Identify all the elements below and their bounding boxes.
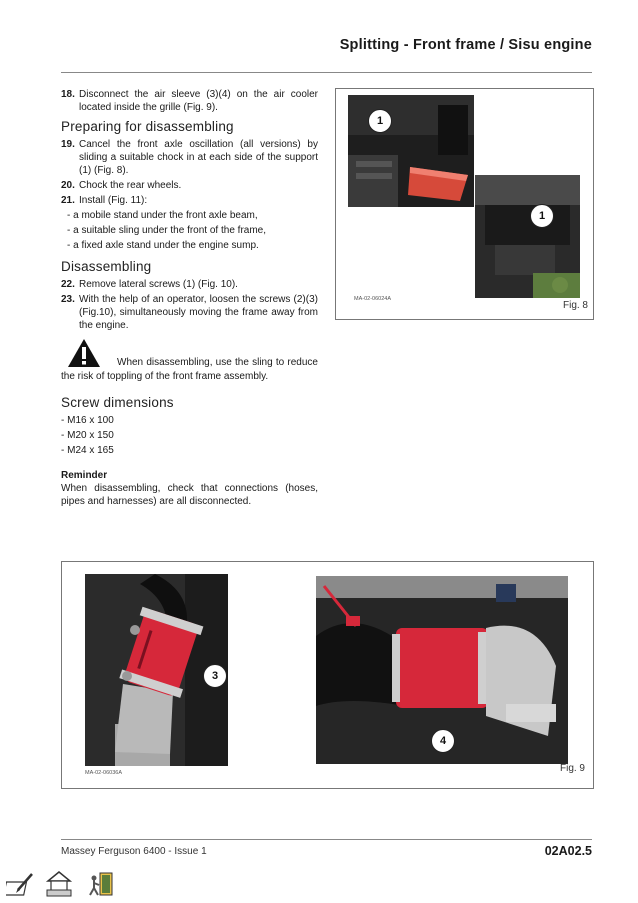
fig9-ref: MA-02-06036A [85,770,122,776]
step-19: 19. Cancel the front axle oscillation (all versions) by sliding a suitable chock in at each side of the support (1) (Fig. 8). [61,139,318,176]
fig8-ref: MA-02-06024A [354,296,391,302]
fig8-photo-bottom [475,175,580,298]
exit-door-icon[interactable] [86,870,116,898]
callout-3: 3 [203,664,227,688]
step-21: 21. Install (Fig. 11): [61,195,148,206]
warning-block [61,344,318,384]
install-item: - a fixed axle stand under the engine sump. [67,240,259,251]
callout-1: 1 [530,204,554,228]
heading-screw-dimensions: Screw dimensions [61,395,174,410]
warning-text: When disassembling, use the sling to reduce the risk of toppling of the front frame assembly. [61,357,318,382]
step-22: 22. Remove lateral screws (1) (Fig. 10). [61,279,238,290]
step-18: 18. Disconnect the air sleeve (3)(4) on the air cooler located inside the grille (Fig. 9). [61,89,318,113]
screw-item: - M16 x 100 [61,415,114,426]
footer-manual-title: Massey Ferguson 6400 - Issue 1 [61,846,207,857]
footer-page-code: 02A02.5 [544,844,592,858]
page-title: Splitting - Front frame / Sisu engine [339,37,592,53]
screw-item: - M20 x 150 [61,430,114,441]
reminder-text: When disassembling, check that connections (hoses, pipes and harnesses) are all disconnected. [61,483,318,507]
fig9-label: Fig. 9 [559,763,585,774]
heading-preparing: Preparing for disassembling [61,119,234,134]
install-item: - a mobile stand under the front axle beam, [67,210,258,221]
house-book-icon[interactable] [44,870,74,898]
notepad-pencil-icon[interactable] [6,870,36,898]
fig8-photo-top [348,95,474,207]
warning-icon [67,338,101,368]
figure-8 [335,88,594,320]
text-column [61,88,318,508]
figure-9 [61,561,594,789]
reminder-title: Reminder [61,470,108,481]
callout-1: 1 [368,109,392,133]
header-rule [61,72,592,73]
fig8-label: Fig. 8 [562,300,588,311]
heading-disassembling: Disassembling [61,259,152,274]
step-20: 20. Chock the rear wheels. [61,180,182,191]
step-23: 23. With the help of an operator, loosen the screws (2)(3) (Fig.10), simultaneously moving the frame away from the engine. [61,294,318,331]
callout-4: 4 [431,729,455,753]
install-item: - a suitable sling under the front of the frame, [67,225,266,236]
screw-item: - M24 x 165 [61,445,114,456]
footer-rule [61,839,592,840]
